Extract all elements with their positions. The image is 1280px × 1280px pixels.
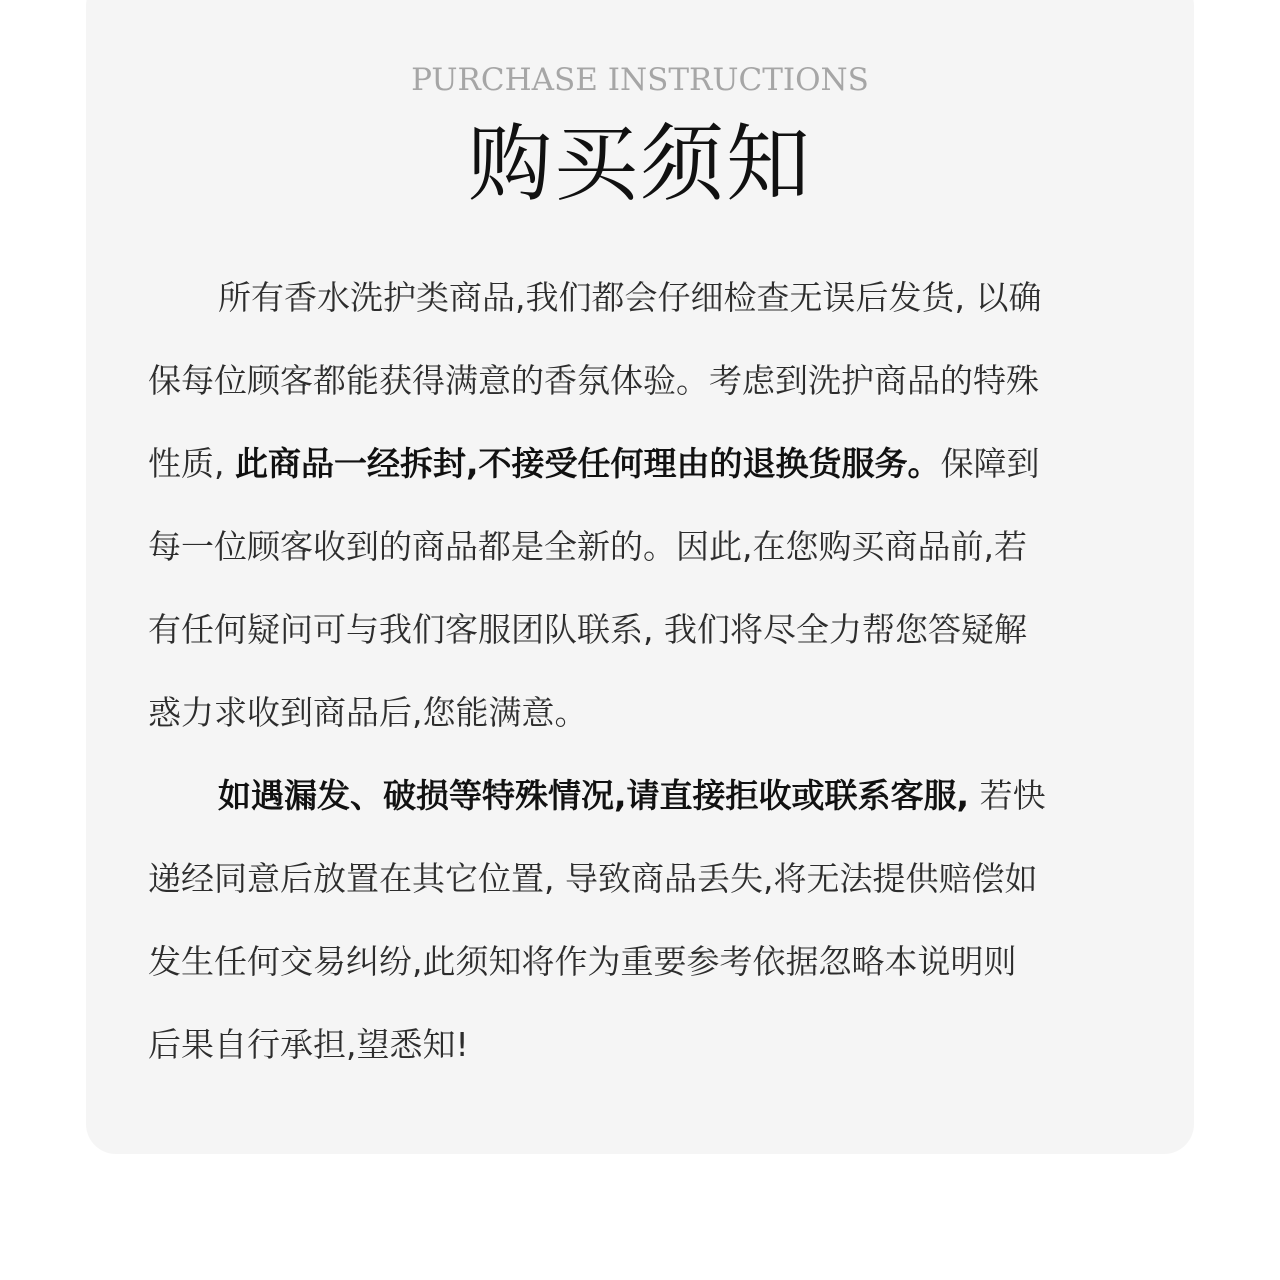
text-span: 若快 xyxy=(969,776,1046,815)
paragraph-line: 每一位顾客收到的商品都是全新的。因此,在您购买商品前,若 xyxy=(148,527,1027,566)
bold-notice: 如遇漏发、破损等特殊情况,请直接拒收或联系客服, xyxy=(218,776,970,815)
paragraph-line: 所有香水洗护类商品,我们都会仔细检查无误后发货, 以确 xyxy=(218,278,1042,317)
text-span: 保障到 xyxy=(940,444,1040,483)
paragraph-line: 保每位顾客都能获得满意的香氛体验。考虑到洗护商品的特殊 xyxy=(148,361,1039,400)
bold-notice: 此商品一经拆封,不接受任何理由的退换货服务。 xyxy=(234,444,941,483)
paragraph-line: 递经同意后放置在其它位置, 导致商品丢失,将无法提供赔偿如 xyxy=(148,859,1038,898)
section-subtitle: PURCHASE INSTRUCTIONS xyxy=(411,62,869,98)
text-span: 性质, xyxy=(148,444,235,483)
paragraph-line xyxy=(148,444,1040,484)
paragraph-line: 后果自行承担,望悉知! xyxy=(148,1025,469,1064)
page-title: 购买须知 xyxy=(467,115,812,213)
paragraph-line: 惑力求收到商品后,您能满意。 xyxy=(148,693,588,732)
paragraph-line: 有任何疑问可与我们客服团队联系, 我们将尽全力帮您答疑解 xyxy=(148,610,1027,649)
paragraph-line: 发生任何交易纠纷,此须知将作为重要参考依据忽略本说明则 xyxy=(148,942,1017,981)
paragraph-line xyxy=(218,776,1046,816)
